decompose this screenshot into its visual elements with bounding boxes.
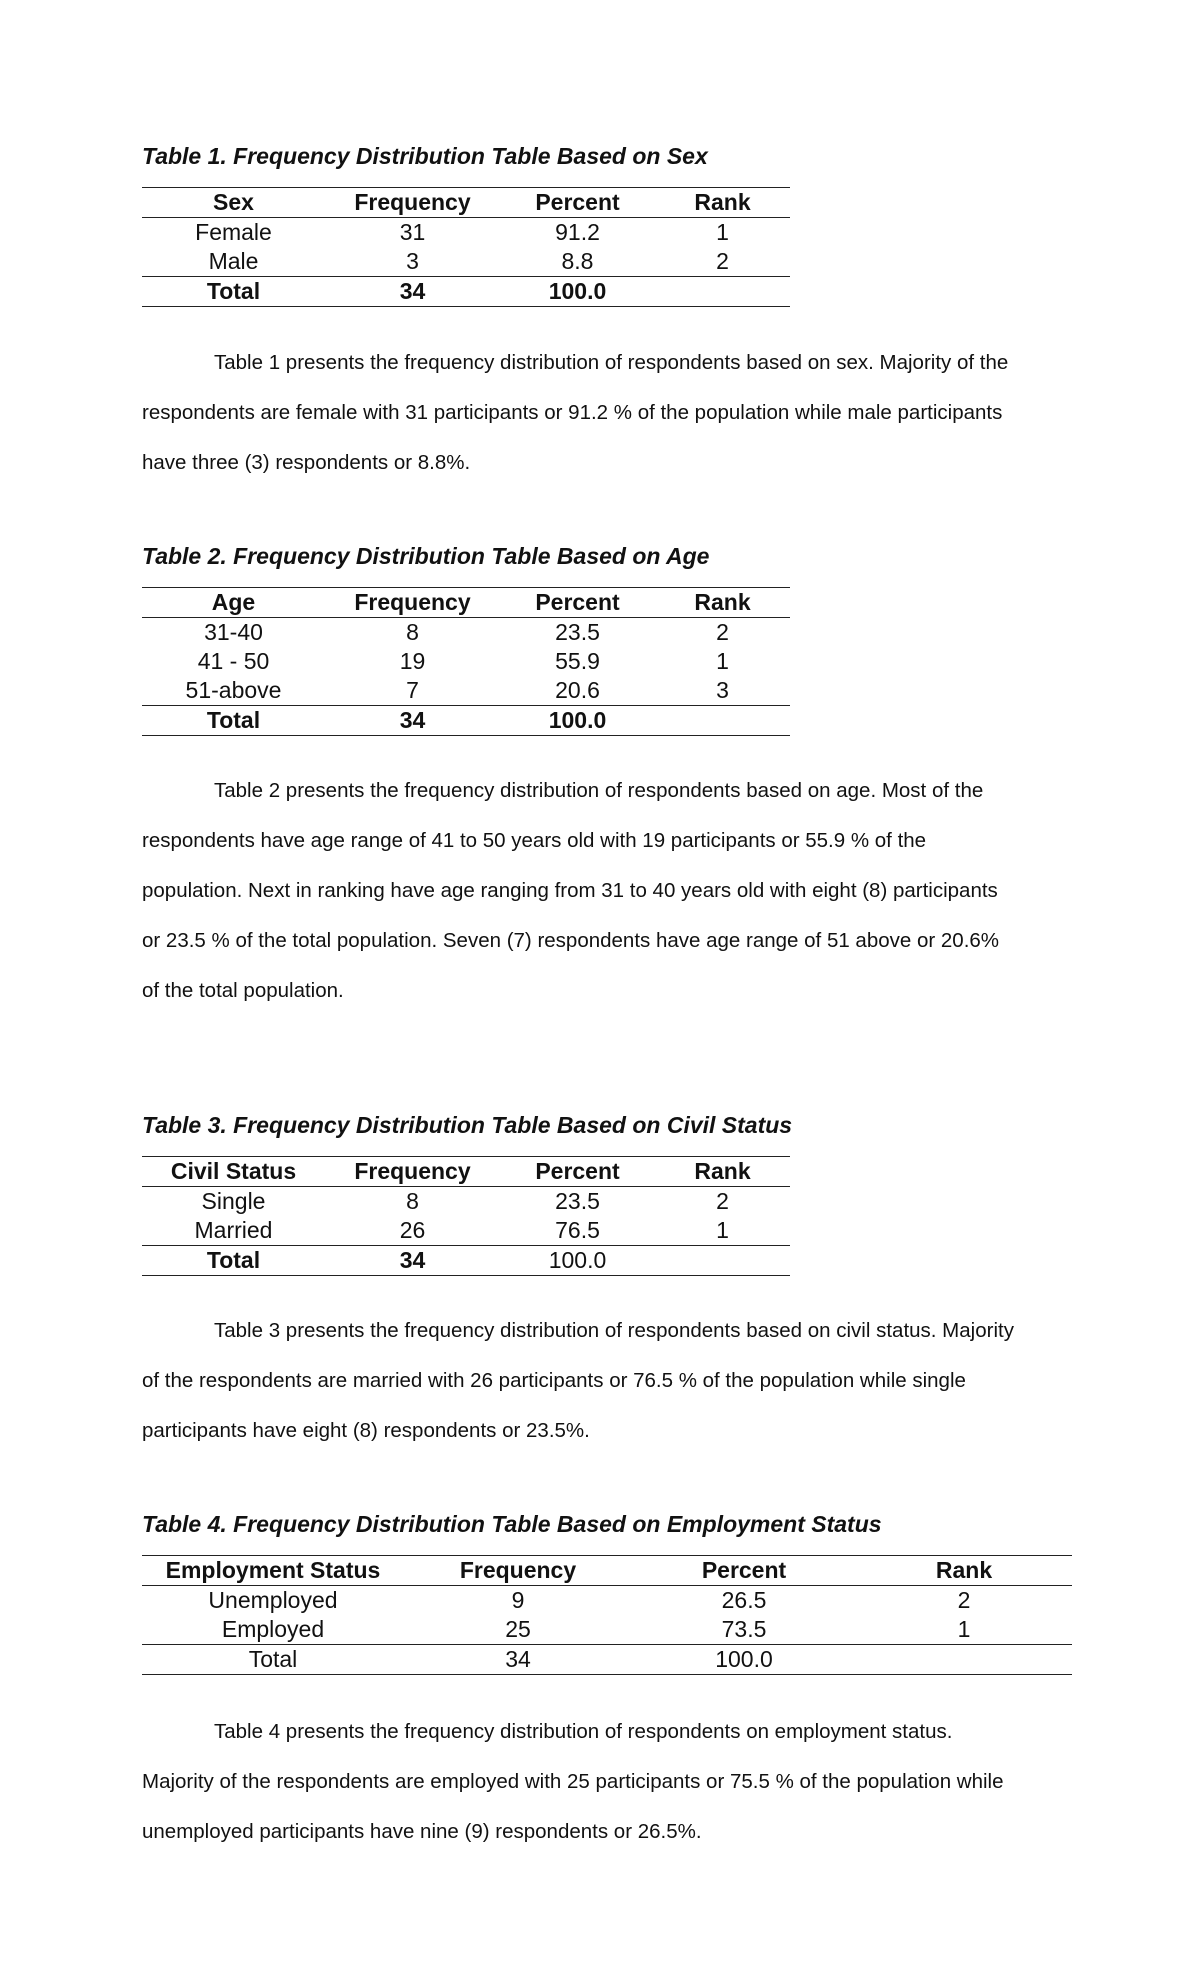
table-cell: Unemployed <box>208 1587 338 1613</box>
table-cell: Single <box>201 1188 266 1214</box>
table-cell: 20.6 <box>555 677 600 703</box>
column-header: Employment Status <box>142 1556 404 1586</box>
table-cell: 100.0 <box>500 277 655 307</box>
table-4-caption: Table 4. Frequency Distribution Table Based on Employment Status <box>142 1511 882 1537</box>
table-cell: 8 <box>406 619 419 645</box>
table-cell: 100.0 <box>500 706 655 736</box>
table-cell: Female <box>195 219 272 245</box>
table-1-sex <box>142 187 790 307</box>
column-header: Percent <box>500 588 655 618</box>
table-cell: 100.0 <box>632 1645 856 1675</box>
table-cell <box>655 706 790 736</box>
table-cell: 1 <box>716 1217 729 1243</box>
table-row <box>142 1216 790 1246</box>
table-header-row <box>142 1556 1072 1586</box>
column-header: Percent <box>632 1556 856 1586</box>
table-2-caption: Table 2. Frequency Distribution Table Based on Age <box>142 543 710 569</box>
table-cell: 19 <box>399 648 426 674</box>
table-row <box>142 676 790 706</box>
table-cell: 1 <box>716 219 729 245</box>
column-header: Sex <box>142 188 325 218</box>
paragraph-line: unemployed participants have nine (9) respondents or 26.5%. <box>142 1820 702 1843</box>
column-header: Age <box>142 588 325 618</box>
table-total-row <box>142 706 790 736</box>
paragraph-line: Table 1 presents the frequency distribution of respondents based on sex. Majority of the <box>214 351 1009 374</box>
table-cell: 2 <box>716 1188 729 1214</box>
table-cell: 23.5 <box>555 619 600 645</box>
table-cell: 1 <box>957 1616 971 1642</box>
table-cell: 23.5 <box>555 1188 600 1214</box>
table-2-age <box>142 587 790 736</box>
paragraph-line: of the total population. <box>142 979 344 1002</box>
table-cell: 1 <box>716 648 729 674</box>
table-cell: 8 <box>406 1188 419 1214</box>
paragraph-line: population. Next in ranking have age ranging from 31 to 40 years old with eight (8) participants <box>142 879 998 902</box>
table-2-paragraph <box>142 766 1072 1016</box>
column-header: Frequency <box>325 1157 500 1187</box>
table-cell: 91.2 <box>555 219 600 245</box>
table-cell: 3 <box>716 677 729 703</box>
table-cell: Total <box>142 277 325 307</box>
column-header: Percent <box>500 188 655 218</box>
table-cell: 7 <box>406 677 419 703</box>
column-header: Rank <box>655 188 790 218</box>
paragraph-line: of the respondents are married with 26 participants or 76.5 % of the population while single <box>142 1369 966 1392</box>
table-cell: 31 <box>399 219 426 245</box>
paragraph-line: Table 4 presents the frequency distribution of respondents on employment status. <box>214 1720 953 1743</box>
table-total-row <box>142 1246 790 1276</box>
table-cell: 9 <box>511 1587 525 1613</box>
column-header: Rank <box>856 1556 1072 1586</box>
table-cell: 34 <box>325 1246 500 1276</box>
table-3-caption: Table 3. Frequency Distribution Table Based on Civil Status <box>142 1112 793 1138</box>
table-cell: 41 - 50 <box>197 648 270 674</box>
paragraph-line: respondents are female with 31 participants or 91.2 % of the population while male participants <box>142 401 1003 424</box>
column-header: Rank <box>655 588 790 618</box>
table-row <box>142 1615 1072 1645</box>
table-1-paragraph <box>142 338 1072 488</box>
column-header: Rank <box>655 1157 790 1187</box>
table-cell: 31-40 <box>204 619 263 645</box>
paragraph-line: participants have eight (8) respondents or 23.5%. <box>142 1419 590 1442</box>
table-cell: Employed <box>221 1616 325 1642</box>
paragraph-line: or 23.5 % of the total population. Seven (7) respondents have age range of 51 above or 20.6% <box>142 929 1000 952</box>
table-cell: 25 <box>505 1616 531 1642</box>
table-3-civil-status <box>142 1156 790 1276</box>
paragraph-line: Table 2 presents the frequency distribution of respondents based on age. Most of the <box>214 779 984 802</box>
table-header-row <box>142 1157 790 1187</box>
table-cell: Male <box>208 248 259 274</box>
table-cell: 3 <box>406 248 419 274</box>
column-header: Percent <box>500 1157 655 1187</box>
table-cell: 51-above <box>185 677 282 703</box>
table-total-row <box>142 277 790 307</box>
table-1-caption: Table 1. Frequency Distribution Table Based on Sex <box>142 143 708 169</box>
table-cell: 26.5 <box>721 1587 767 1613</box>
table-3-paragraph <box>142 1306 1072 1456</box>
column-header: Civil Status <box>142 1157 325 1187</box>
column-header: Frequency <box>325 188 500 218</box>
table-cell: 100.0 <box>500 1246 655 1276</box>
table-cell: 34 <box>325 277 500 307</box>
table-row <box>142 218 790 248</box>
table-cell: Total <box>142 706 325 736</box>
table-cell: 73.5 <box>721 1616 767 1642</box>
table-total-row <box>142 1645 1072 1675</box>
table-row <box>142 247 790 277</box>
table-cell <box>856 1645 1072 1675</box>
paragraph-line: have three (3) respondents or 8.8%. <box>142 451 471 474</box>
table-cell: 55.9 <box>555 648 600 674</box>
table-cell: 8.8 <box>561 248 594 274</box>
column-header: Frequency <box>404 1556 632 1586</box>
table-4-employment-status <box>142 1555 1072 1675</box>
table-header-row <box>142 588 790 618</box>
table-cell: 2 <box>716 619 729 645</box>
column-header: Frequency <box>325 588 500 618</box>
table-cell: 34 <box>325 706 500 736</box>
table-cell <box>655 1246 790 1276</box>
table-cell: 76.5 <box>555 1217 600 1243</box>
paragraph-line: Majority of the respondents are employed with 25 participants or 75.5 % of the population while <box>142 1770 1004 1793</box>
table-4-paragraph <box>142 1707 1072 1857</box>
table-row <box>142 1586 1072 1616</box>
table-row <box>142 1187 790 1217</box>
paragraph-line: Table 3 presents the frequency distribution of respondents based on civil status. Majority <box>214 1319 1014 1342</box>
table-cell: 34 <box>404 1645 632 1675</box>
table-header-row <box>142 188 790 218</box>
table-cell: 2 <box>716 248 729 274</box>
table-cell: 2 <box>957 1587 971 1613</box>
table-cell: Total <box>142 1645 404 1675</box>
table-row <box>142 647 790 676</box>
paragraph-line: respondents have age range of 41 to 50 years old with 19 participants or 55.9 % of the <box>142 829 927 852</box>
table-cell <box>655 277 790 307</box>
table-row <box>142 618 790 648</box>
table-cell: Total <box>142 1246 325 1276</box>
table-cell: Married <box>194 1217 273 1243</box>
table-cell: 26 <box>399 1217 426 1243</box>
